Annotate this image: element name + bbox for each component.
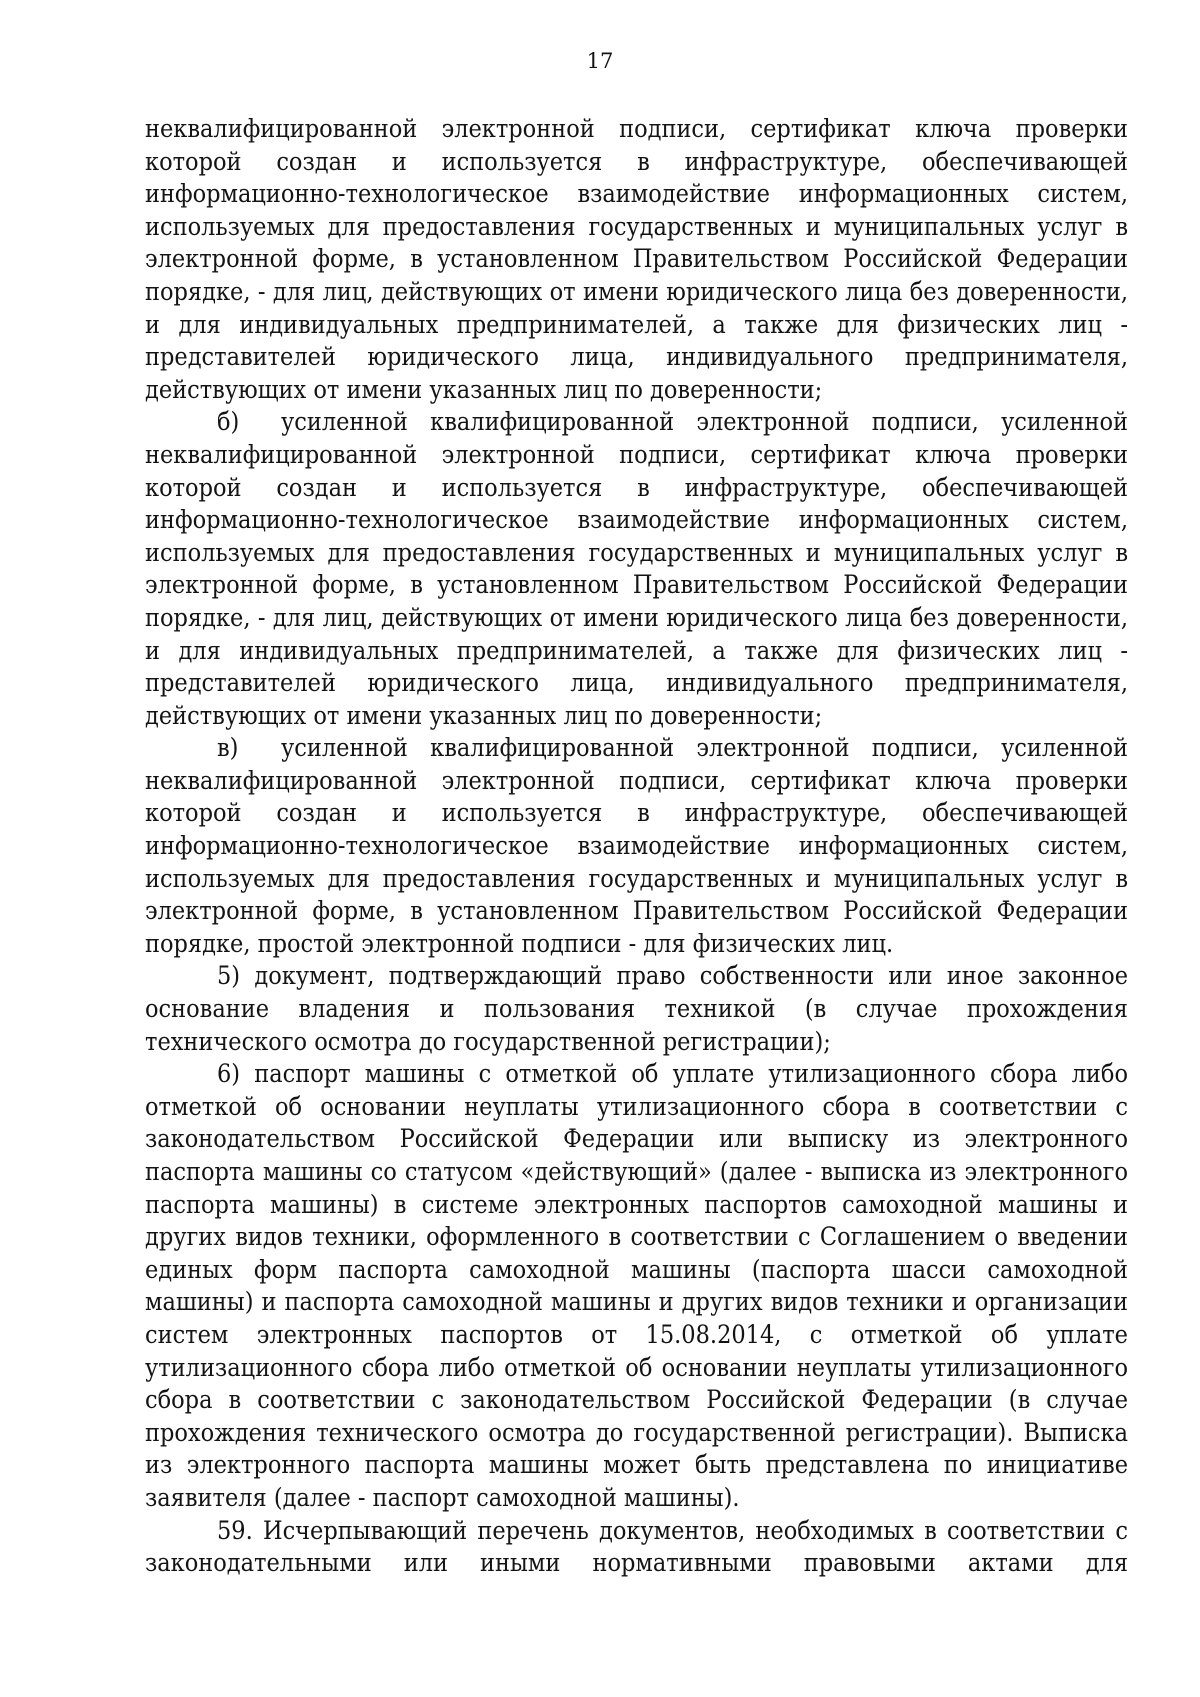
item-text-b: усиленной квалифицированной электронной подписи, усиленной неквалифицированной электронной подписи, сертификат ключа проверки которой создан и используется в инфраструктуре, обеспечивающей информационно-технологическое взаимодействие информационных систем, используемых для предоставления государственных и муниципальных услуг в электронной форме, в установленном Правительством Российской Федерации порядке, - для лиц, действующих от имени юридического лица без доверенности, и для индивидуальных предпринимателей, а также для физических лиц - представителей юридического лица, индивидуального предпринимателя, действующих от имени указанных лиц по доверенности; <box>145 407 1128 730</box>
page-number: 17 <box>586 49 614 73</box>
paragraph-item-v <box>145 732 1128 960</box>
paragraph-continuation: неквалифицированной электронной подписи, сертификат ключа проверки которой создан и используется в инфраструктуре, обеспечивающей информационно-технологическое взаимодействие информационных систем, используемых для предоставления государственных и муниципальных услуг в электронной форме, в установленном Правительством Российской Федерации порядке, - для лиц, действующих от имени юридического лица без доверенности, и для индивидуальных предпринимателей, а также для физических лиц - представителей юридического лица, индивидуального предпринимателя, действующих от имени указанных лиц по доверенности; <box>145 114 1128 404</box>
item-label-b: б) <box>217 407 240 437</box>
paragraph-59: 59. Исчерпывающий перечень документов, необходимых в соответствии с законодательными или иными нормативными правовыми актами для <box>145 1515 1128 1578</box>
document-body <box>145 113 1128 1580</box>
paragraph-item-5: 5) документ, подтверждающий право собственности или иное законное основание владения и пользования техникой (в случае прохождения технического осмотра до государственной регистрации); <box>145 961 1128 1056</box>
item-text-v: усиленной квалифицированной электронной подписи, усиленной неквалифицированной электронной подписи, сертификат ключа проверки которой создан и используется в инфраструктуре, обеспечивающей информационно-технологическое взаимодействие информационных систем, используемых для предоставления государственных и муниципальных услуг в электронной форме, в установленном Правительством Российской Федерации порядке, простой электронной подписи - для физических лиц. <box>145 733 1128 958</box>
item-label-v: в) <box>217 733 239 763</box>
paragraph-item-b <box>145 406 1128 732</box>
paragraph-item-6: 6) паспорт машины с отметкой об уплате утилизационного сбора либо отметкой об основании неуплаты утилизационного сбора в соответствии с законодательством Российской Федерации или выписку из электронного паспорта машины со статусом «действующий» (далее - выписка из электронного паспорта машины) в системе электронных паспортов самоходной машины и других видов техники, оформленного в соответствии с Соглашением о введении единых форм паспорта самоходной машины (паспорта шасси самоходной машины) и паспорта самоходной машины и других видов техники и организации систем электронных паспортов от 15.08.2014, с отметкой об уплате утилизационного сбора либо отметкой об основании неуплаты утилизационного сбора в соответствии с законодательством Российской Федерации (в случае прохождения технического осмотра до государственной регистрации). Выписка из электронного паспорта машины может быть представлена по инициативе заявителя (далее - паспорт самоходной машины). <box>145 1059 1128 1512</box>
